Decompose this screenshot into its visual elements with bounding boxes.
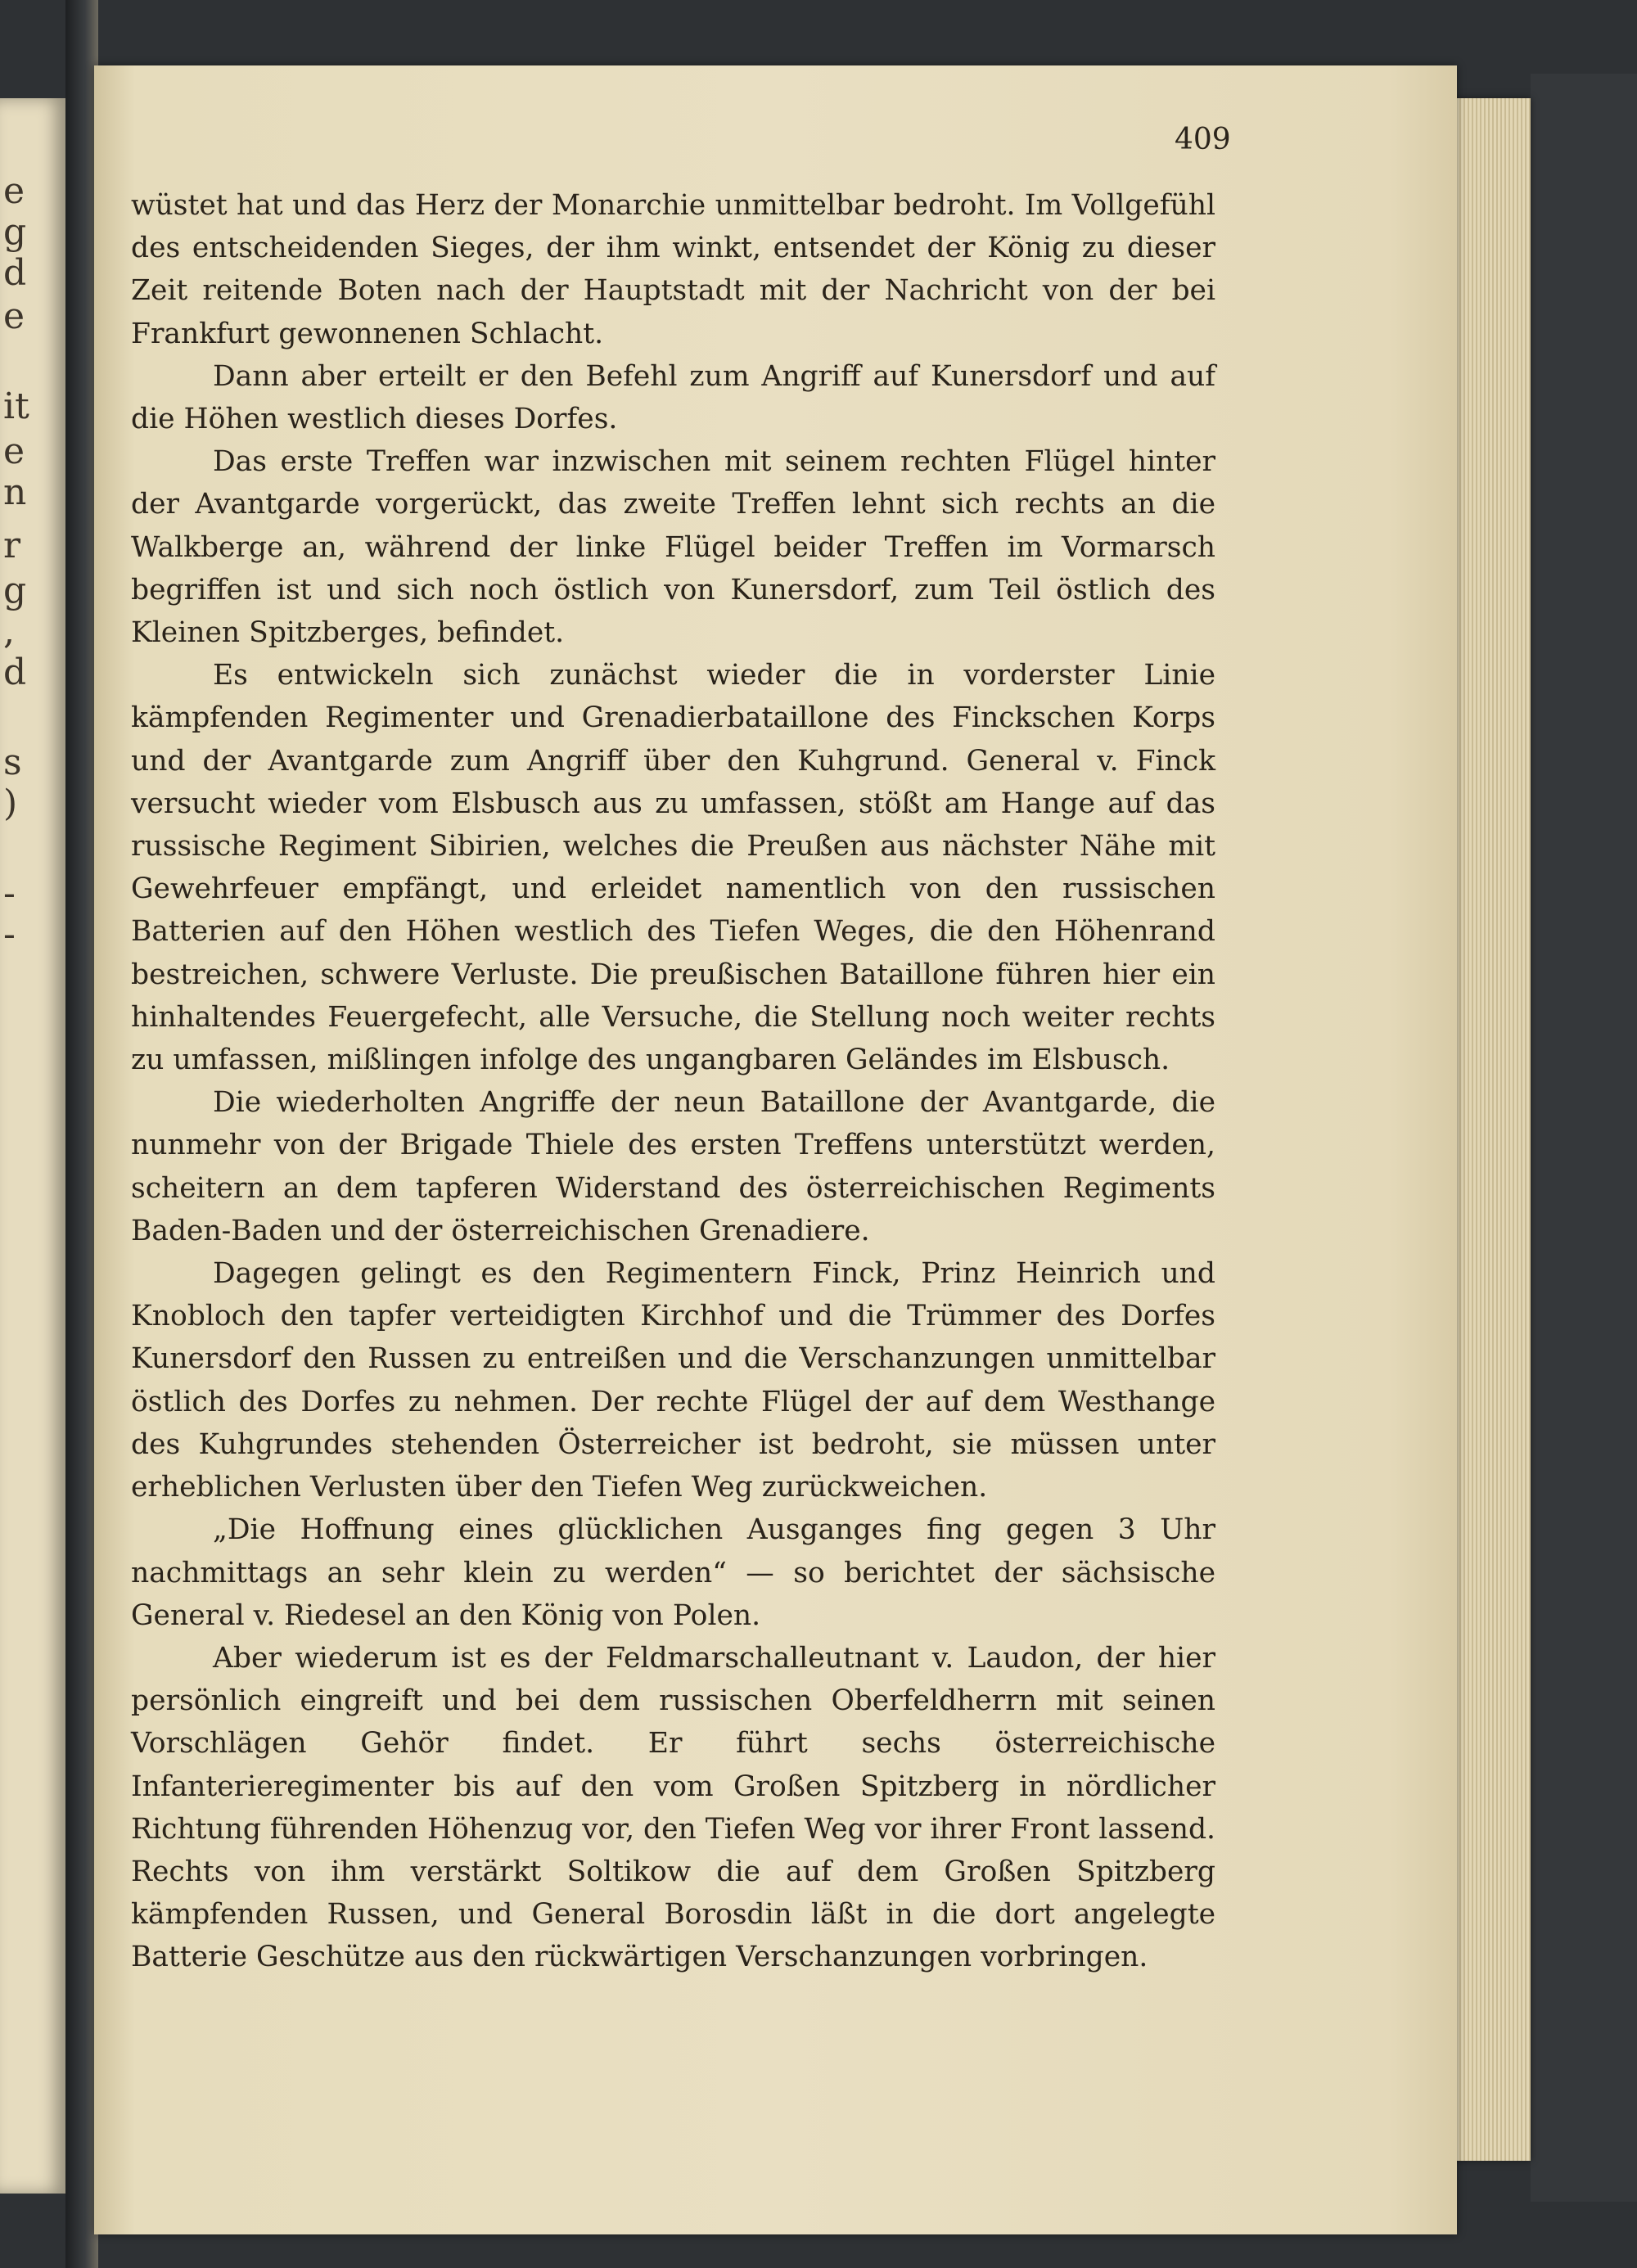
left-page-fragment: d [3,252,27,294]
paragraph: Die wiederholten Angriffe der neun Bataillone der Avantgarde, die nunmehr von der Brigade Thiele des ersten Treffens unterstützt werden, scheitern an dem tapferen Widerstand des österreichischen Regiments Baden-Baden und der österreichischen Grenadiere. [131,1086,1215,1247]
left-page-fragment: n [3,471,27,513]
left-page-fragment: e [3,170,25,212]
paragraph: „Die Hoffnung eines glücklichen Ausganges fing gegen 3 Uhr nachmittags an sehr klein zu werden“ — so berichtet der sächsische General v. Riedesel an den König von Polen. [131,1513,1215,1632]
left-page-fragment: it [3,386,29,427]
paragraph: wüstet hat und das Herz der Monarchie unmittelbar bedroht. Im Vollgefühl des entscheidenden Sieges, der ihm winkt, entsendet der König zu dieser Zeit reitende Boten nach der Hauptstadt mit der Nachricht von der bei Frankfurt gewonnenen Schlacht. [131,189,1215,350]
left-page-fragment: e [3,295,25,337]
left-page-fragment: s [3,742,22,783]
paragraph: Es entwickeln sich zunächst wieder die in vorderster Linie kämpfenden Regimenter und Grenadierbataillone des Finckschen Korps und der Avantgarde zum Angriff über den Kuhgrund. General v. Finck versucht wieder vom Elsbusch aus zu umfassen, stößt am Hange auf das russische Regiment Sibirien, welches die Preußen aus nächster Nähe mit Gewehrfeuer empfängt, und erleidet namentlich von den russischen Batterien auf den Höhen westlich des Tiefen Weges, die den Höhenrand bestreichen, schwere Verluste. Die preußischen Bataillone führen hier ein hinhaltendes Feuergefecht, alle Versuche, die Stellung noch weiter rechts zu umfassen, mißlingen infolge des ungangbaren Geländes im Elsbusch. [131,659,1215,1077]
left-page-fragment: g [3,211,27,253]
book-cover-edge [1531,74,1637,2202]
left-page-fragment: r [3,525,21,566]
left-page-fragment: - [3,913,16,955]
left-page-fragment: g [3,570,27,611]
book-gutter [65,0,98,2268]
left-page-fragment: , [3,611,15,652]
page-number: 409 [1175,123,1231,156]
paragraph: Dagegen gelingt es den Regimentern Finck, Prinz Heinrich und Knobloch den tapfer verteidigten Kirchhof und die Trümmer des Dorfes Kunersdorf den Russen zu entreißen und die Verschanzungen unmittelbar östlich des Dorfes zu nehmen. Der rechte Flügel der auf dem Westhange des Kuhgrundes stehenden Österreicher ist bedroht, sie müssen unter erheblichen Verlusten über den Tiefen Weg zurückweichen. [131,1257,1215,1504]
paragraph: Aber wiederum ist es der Feldmarschalleutnant v. Laudon, der hier persönlich eingreift und bei dem russischen Oberfeldherrn mit seinen Vorschlägen Gehör findet. Er führt sechs österreichische Infanterieregimenter bis auf den vom Großen Spitzberg in nördlicher Richtung führenden Höhenzug vor, den Tiefen Weg vor ihrer Front lassend. Rechts von ihm verstärkt Soltikow die auf dem Großen Spitzberg kämpfenden Russen, und General Borosdin läßt in die dort angelegte Batterie Geschütze aus den rückwärtigen Verschanzungen vorbringen. [131,1641,1215,1974]
left-page-fragment: - [3,872,16,914]
left-page-fragment: d [3,652,27,693]
left-page-fragment: e [3,431,25,472]
left-page-edge [0,98,65,2194]
paragraph: Das erste Treffen war inzwischen mit seinem rechten Flügel hinter der Avantgarde vorgerückt, das zweite Treffen lehnt sich rechts an die Walkberge an, während der linke Flügel beider Treffen im Vormarsch begriffen ist und sich noch östlich von Kunersdorf, zum Teil östlich des Kleinen Spitzberges, befindet. [131,445,1215,650]
left-page-fragment: ) [3,782,18,824]
body-text [131,184,1215,1979]
paragraph: Dann aber erteilt er den Befehl zum Angriff auf Kunersdorf und auf die Höhen westlich dieses Dorfes. [131,359,1215,436]
